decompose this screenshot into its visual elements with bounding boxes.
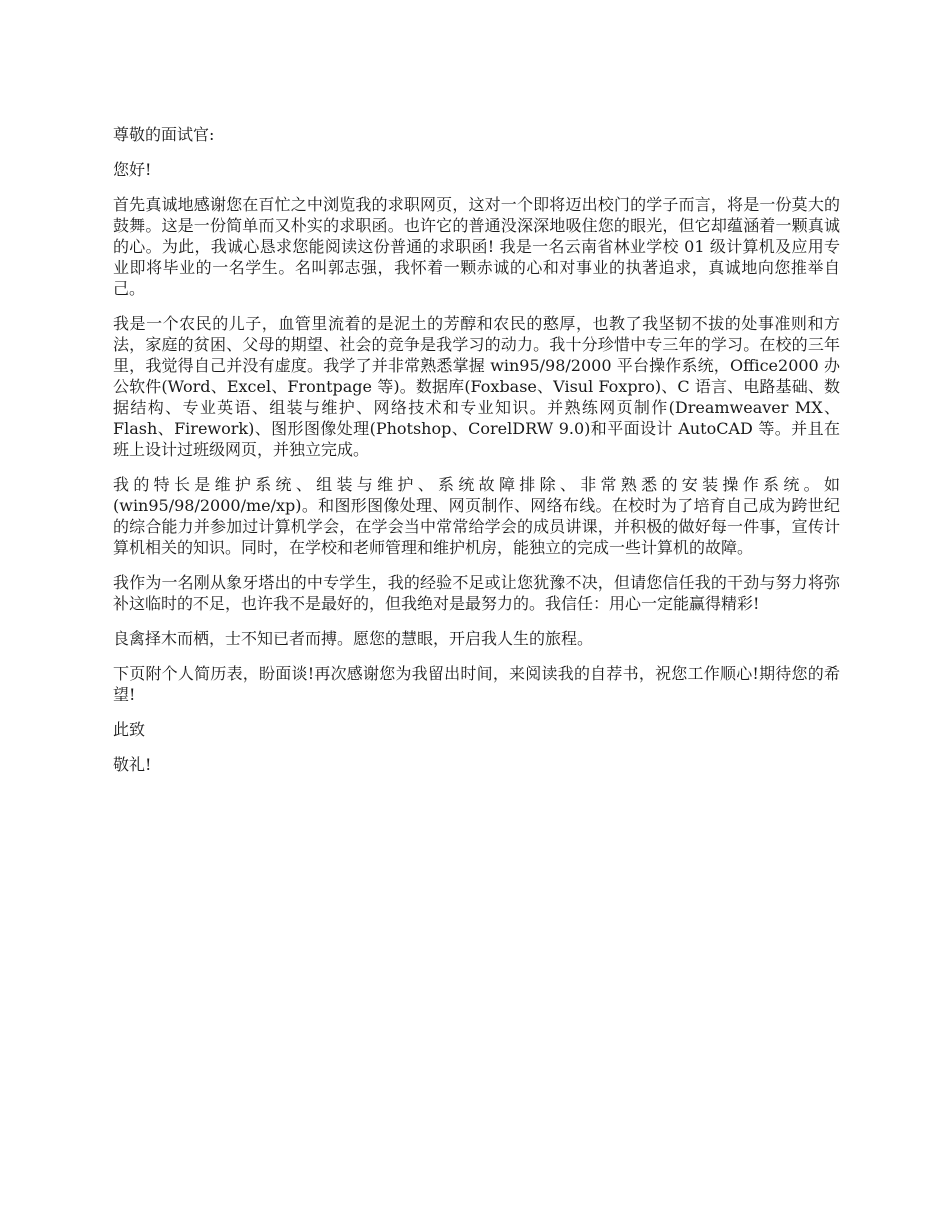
paragraph-commitment: 我作为一名刚从象牙塔出的中专学生，我的经验不足或让您犹豫不决，但请您信任我的干劲与努力将弥补这临时的不足，也许我不是最好的，但我绝对是最努力的。我信任：用心一定能赢得精彩!	[113, 573, 840, 613]
paragraph-education: 我是一个农民的儿子，血管里流着的是泥土的芳醇和农民的憨厚，也教了我坚韧不拔的处事准则和方法，家庭的贫困、父母的期望、社会的竞争是我学习的动力。我十分珍惜中专三年的学习。在校的三年里，我觉得自己并没有虚度。我学了并非常熟悉掌握 win95/98/2000 平台操作系统，Office2000 办公软件(Word、Excel、Frontpage 等)。数据库(Foxbase、Visul Foxpro)、C 语言、电路基础、数据结构、专业英语、组装与维护、网络技术和专业知识。并熟练网页制作(Dreamweaver MX、Flash、Firework)、图形图像处理(Photshop、CorelDRW 9.0)和平面设计 AutoCAD 等。并且在班上设计过班级网页，并独立完成。	[113, 314, 840, 459]
greeting: 您好!	[113, 160, 152, 179]
letter-body	[113, 124, 840, 789]
closing-regards: 此致	[113, 720, 146, 739]
paragraph-skills: 我的特长是维护系统、组装与维护、系统故障排除、非常熟悉的安装操作系统。如(win95/98/2000/me/xp)。和图形图像处理、网页制作、网络布线。在校时为了培育自己成为跨世纪的综合能力并参加过计算机学会，在学会当中常常给学会的成员讲课，并积极的做好每一件事，宣传计算机相关的知识。同时，在学校和老师管理和维护机房，能独立的完成一些计算机的故障。	[113, 475, 840, 557]
paragraph-introduction: 首先真诚地感谢您在百忙之中浏览我的求职网页，这对一个即将迈出校门的学子而言，将是一份莫大的鼓舞。这是一份简单而又朴实的求职函。也许它的普通没深深地吸住您的眼光，但它却蕴涵着一颗真诚的心。为此，我诚心恳求您能阅读这份普通的求职函! 我是一名云南省林业学校 01 级计算机及应用专业即将毕业的一名学生。名叫郭志强，我怀着一颗赤诚的心和对事业的执著追求，真诚地向您推举自己。	[113, 195, 840, 298]
paragraph-thanks: 下页附个人简历表，盼面谈!再次感谢您为我留出时间，来阅读我的自荐书，祝您工作顺心!期待您的希望!	[113, 664, 840, 704]
salutation: 尊敬的面试官:	[113, 125, 215, 144]
paragraph-proverb: 良禽择木而栖，士不知已者而搏。愿您的慧眼，开启我人生的旅程。	[113, 629, 594, 648]
closing-salute: 敬礼!	[113, 755, 152, 774]
